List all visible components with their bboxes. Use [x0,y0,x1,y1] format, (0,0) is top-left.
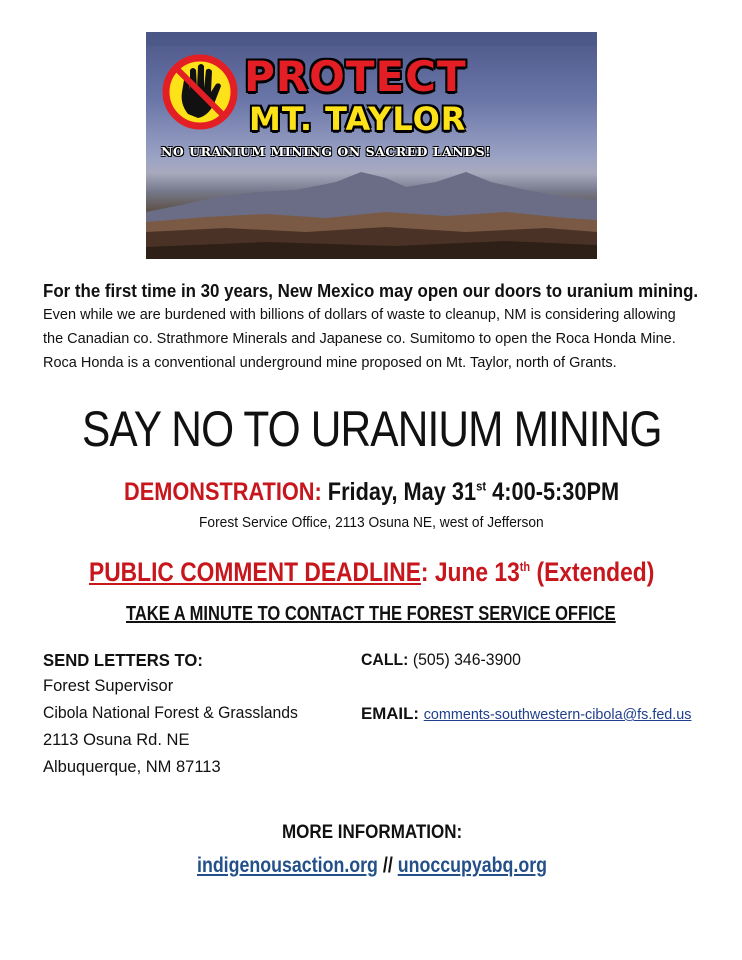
demonstration-label: DEMONSTRATION: [124,478,322,506]
deadline-label: PUBLIC COMMENT DEADLINE [89,557,421,587]
address-line-4: Albuquerque, NM 87113 [43,758,221,776]
letters-heading: SEND LETTERS TO: [43,650,203,670]
call-line [361,650,521,670]
email-label: EMAIL: [361,704,420,723]
hand-prohibition-icon [160,52,240,132]
demonstration-date-suffix: st [476,478,487,494]
intro-lead: For the first time in 30 years, New Mexico may open our doors to uranium mining. [43,281,699,301]
address-line-2: Cibola National Forest & Grasslands [43,704,298,722]
call-number: (505) 346-3900 [412,650,521,669]
banner-title-line1: PROTECT [244,52,467,101]
deadline-note: (Extended) [536,557,655,587]
call-label: CALL: [361,650,409,669]
intro-line-3: Roca Honda is a conventional underground mine proposed on Mt. Taylor, north of Grants. [43,355,617,371]
intro-line-1: Even while we are burdened with billions of dollars of waste to cleanup, NM is considering allowing [43,307,676,323]
demonstration-line [124,478,619,507]
deadline-date-suffix: th [519,559,531,574]
address-line-3: 2113 Osuna Rd. NE [43,731,190,749]
demonstration-time: 4:00-5:30PM [492,478,620,506]
address-line-1: Forest Supervisor [43,677,174,695]
deadline-date: June 13 [434,557,520,587]
more-info-links [197,854,547,878]
link-separator: // [382,854,393,877]
link-unoccupyabq[interactable]: unoccupyabq.org [397,854,548,877]
email-line [361,704,691,724]
demonstration-location: Forest Service Office, 2113 Osuna NE, west of Jefferson [199,515,544,531]
email-link[interactable]: comments-southwestern-cibola@fs.fed.us [423,707,692,723]
banner-image [146,32,597,259]
banner-tagline: NO URANIUM MINING ON SACRED LANDS! [161,144,492,159]
deadline-line: PUBLIC COMMENT DEADLINE: June 13th (Extended) [89,557,655,587]
demonstration-date: Friday, May 31 [327,478,477,506]
more-info-heading: MORE INFORMATION: [282,822,463,843]
headline: SAY NO TO URANIUM MINING [82,401,662,457]
intro-line-2: the Canadian co. Strathmore Minerals and Japanese co. Sumitomo to open the Roca Honda Mine. [43,331,676,347]
link-indigenousaction[interactable]: indigenousaction.org [197,854,378,877]
contact-heading: TAKE A MINUTE TO CONTACT THE FOREST SERVICE OFFICE [126,603,616,625]
banner-title-line2: MT. TAYLOR [249,100,467,138]
